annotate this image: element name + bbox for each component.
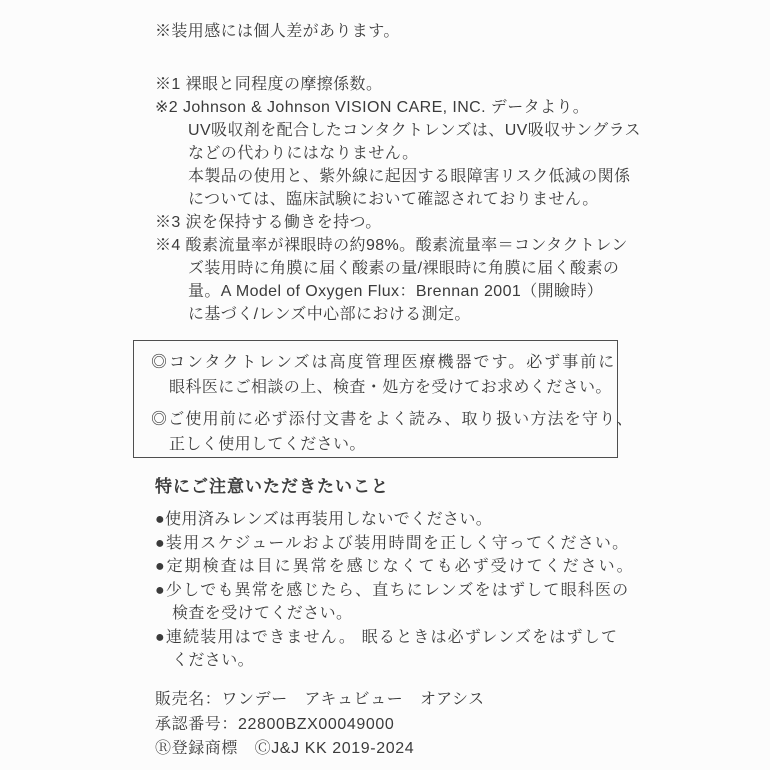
medical-device-advisory-box xyxy=(133,340,634,458)
caution-bullet-line: ●連続装用はできません。 眠るときは必ずレンズをはずして xyxy=(155,628,619,646)
footnote-line: については、臨床試験において確認されておりません。 xyxy=(188,191,599,208)
footnote-line: ズ装用時に角膜に届く酸素の量/裸眼時に角膜に届く酸素の xyxy=(188,260,620,277)
wear-feel-disclaimer: ※装用感には個人差があります。 xyxy=(155,23,400,40)
caution-bullet-line: ●装用スケジュールおよび装用時間を正しく守ってください。 xyxy=(155,534,630,552)
caution-bullet-list xyxy=(155,508,635,673)
caution-bullet-line: ください。 xyxy=(172,652,255,669)
footnote-line: 本製品の使用と、紫外線に起因する眼障害リスク低減の関係 xyxy=(188,168,631,185)
legal-footer-line: 承認番号：22800BZX00049000 xyxy=(155,715,395,733)
footnote-line: UV吸収剤を配合したコンタクトレンズは、UV吸収サングラス xyxy=(188,122,641,139)
advisory-line: ◎コンタクトレンズは高度管理医療機器です。必ず事前に xyxy=(151,354,617,371)
footnote-line: などの代わりにはなりません。 xyxy=(188,145,419,162)
advisory-line: ◎ご使用前に必ず添付文書をよく読み、取り扱い方法を守り、 xyxy=(151,411,634,428)
advisory-line: 眼科医にご相談の上、検査・処方を受けてお求めください。 xyxy=(169,379,612,396)
caution-bullet-line: ●定期検査は目に異常を感じなくても必ず受けてください。 xyxy=(155,558,635,575)
caution-heading: 特にご注意いただきたいこと xyxy=(155,477,389,496)
footnote-line: ※3 涙を保持する働きを持つ。 xyxy=(155,214,382,231)
footnote-line: に基づく/レンズ中心部における測定。 xyxy=(188,306,471,323)
advisory-line: 正しく使用してください。 xyxy=(169,436,366,453)
footnotes-list xyxy=(155,73,641,326)
footnote-line: 量。A Model of Oxygen Flux：Brennan 2001（開瞼時） xyxy=(188,283,604,300)
legal-footer-line: 販売名：ワンデー アキュビュー オアシス xyxy=(155,691,485,708)
caution-bullet-line: 検査を受けてください。 xyxy=(172,605,353,622)
legal-footer-line: Ⓡ登録商標 ⒸJ&J KK 2019-2024 xyxy=(155,740,415,757)
footnote-line: ※2 Johnson & Johnson VISION CARE, INC. データより。 xyxy=(155,99,590,116)
legal-footer xyxy=(155,688,485,762)
caution-bullet-line: ●少しでも異常を感じたら、直ちにレンズをはずして眼科医の xyxy=(155,581,630,599)
footnote-line: ※4 酸素流量率が裸眼時の約98%。酸素流量率＝コンタクトレン xyxy=(155,237,628,254)
caution-bullet-line: ●使用済みレンズは再装用しないでください。 xyxy=(155,511,493,528)
footnote-line: ※1 裸眼と同程度の摩擦係数。 xyxy=(155,76,383,93)
